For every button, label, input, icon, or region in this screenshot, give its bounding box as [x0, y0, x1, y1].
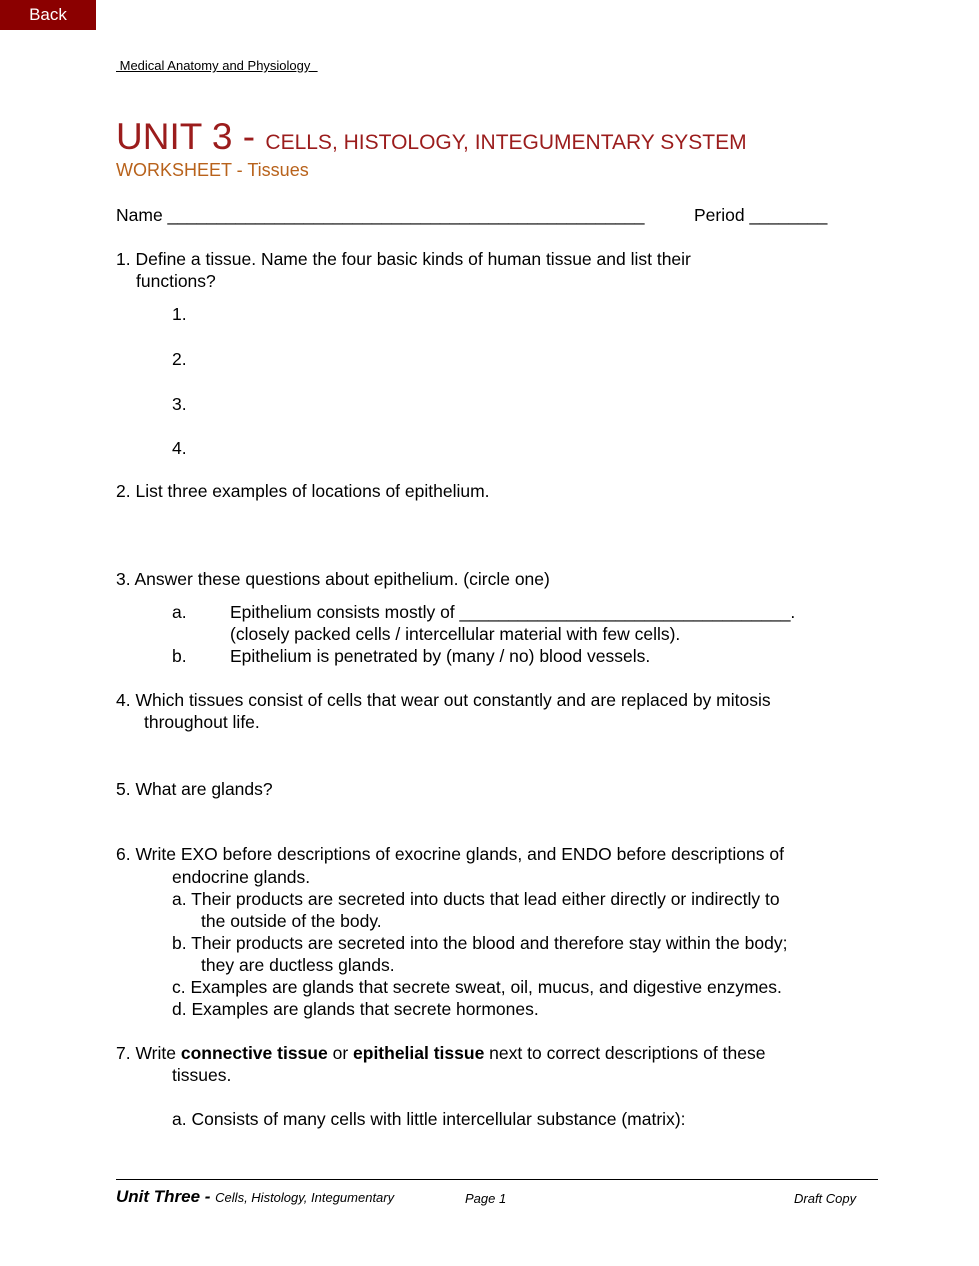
footer-divider — [116, 1179, 878, 1180]
question-7-prefix: 7. Write — [116, 1043, 181, 1063]
back-button[interactable]: Back — [0, 0, 96, 30]
name-field[interactable]: Name _________________________________________________ — [116, 205, 645, 225]
question-2: 2. List three examples of locations of epithelium. — [116, 481, 490, 501]
footer-subject: Cells, Histology, Integumentary — [215, 1190, 395, 1205]
period-field[interactable]: Period ________ — [694, 205, 828, 225]
question-3a-options: (closely packed cells / intercellular material with few cells). — [230, 624, 681, 644]
question-3a: Epithelium consists mostly of __________________________________. — [230, 602, 796, 622]
footer-draft-label: Draft Copy — [794, 1191, 857, 1206]
question-3: 3. Answer these questions about epithelium. (circle one) — [116, 569, 550, 589]
question-4: 4. Which tissues consist of cells that wear out constantly and are replaced by mitosis — [116, 690, 771, 710]
term-epithelial-tissue: epithelial tissue — [353, 1043, 485, 1063]
question-3a-label: a. — [172, 602, 187, 622]
course-header: Medical Anatomy and Physiology — [116, 58, 318, 73]
footer-page-number: Page 1 — [465, 1191, 507, 1206]
question-7a: a. Consists of many cells with little intercellular substance (matrix): — [172, 1109, 686, 1129]
question-7 — [116, 1042, 765, 1064]
term-connective-tissue: connective tissue — [180, 1043, 328, 1063]
question-7-mid: or — [327, 1043, 354, 1063]
worksheet-subtitle: WORKSHEET - Tissues — [116, 160, 309, 180]
answer-item-4: 4. — [172, 438, 187, 458]
question-4-cont: throughout life. — [144, 712, 260, 732]
question-3b-label: b. — [172, 646, 187, 666]
question-1: 1. Define a tissue. Name the four basic kinds of human tissue and list their — [116, 249, 691, 269]
unit-subtitle: CELLS, HISTOLOGY, INTEGUMENTARY SYSTEM — [265, 131, 747, 154]
question-6a-cont: the outside of the body. — [201, 911, 382, 931]
page-title — [116, 116, 747, 158]
answer-item-2: 2. — [172, 349, 187, 369]
question-7-suffix: next to correct descriptions of these — [484, 1043, 766, 1063]
question-1-cont: functions? — [136, 271, 216, 291]
question-6b: b. Their products are secreted into the blood and therefore stay within the body; — [172, 933, 788, 953]
question-6d: d. Examples are glands that secrete hormones. — [172, 999, 539, 1019]
question-7-cont: tissues. — [172, 1065, 232, 1085]
question-3b: Epithelium is penetrated by (many / no) blood vessels. — [230, 646, 651, 666]
question-6c: c. Examples are glands that secrete sweat, oil, mucus, and digestive enzymes. — [172, 977, 782, 997]
unit-number: UNIT 3 - — [116, 116, 266, 157]
question-6b-cont: they are ductless glands. — [201, 955, 395, 975]
footer-title — [116, 1187, 394, 1207]
question-6a: a. Their products are secreted into ducts that lead either directly or indirectly to — [172, 889, 780, 909]
question-5: 5. What are glands? — [116, 779, 273, 799]
footer-unit: Unit Three - — [116, 1187, 216, 1206]
question-6: 6. Write EXO before descriptions of exocrine glands, and ENDO before descriptions of — [116, 844, 784, 864]
answer-item-3: 3. — [172, 394, 187, 414]
answer-item-1: 1. — [172, 304, 187, 324]
question-6-cont: endocrine glands. — [172, 867, 311, 887]
